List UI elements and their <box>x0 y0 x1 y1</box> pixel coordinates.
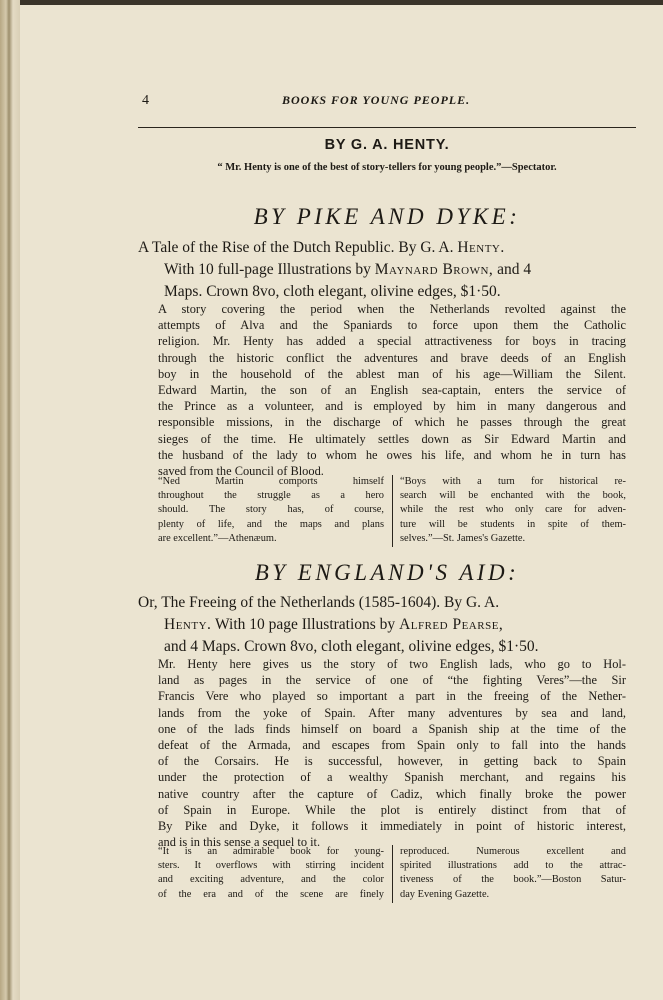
book2-desc-line: one of the lads finds himself on board a Spanish ship at the time of the <box>158 721 626 736</box>
book1-illustrator: Maynard Brown, <box>374 261 494 278</box>
book1-desc-line: A story covering the period when the Netherlands revolted against the <box>158 302 626 316</box>
book2-illustrator: Alfred Pearse, <box>399 616 504 633</box>
review-line: plenty of life, and the maps and plans <box>158 518 384 530</box>
book2-desc-line: under the protection of a wealthy Spanish merchant, and regains his <box>158 770 626 785</box>
book1-desc-line: the Prince as a volunteer, and is employed by him in many dangerous and <box>158 399 626 414</box>
book2-subtitle-lead: Or, The Freeing of the Netherlands (1585-1604). By G. A. <box>138 594 500 611</box>
book2-desc-line: of Spain in Europe. While the plot is entirely distinct from that of <box>158 802 626 817</box>
review-line: selves.”—St. James's Gazette. <box>400 532 526 544</box>
book1-description <box>158 301 626 479</box>
book2-desc-line: land as pages in the service of one of “the fighting Veres”—the Sir <box>158 673 626 688</box>
book2-desc-line: lands from the yoke of Spain. After many adventures by sea and land, <box>158 705 626 720</box>
book2-desc-line: By Pike and Dyke, it follows it immediately in point of historic interest, <box>158 819 626 834</box>
review-line: tiveness of the book.”—Boston Satur- <box>400 874 626 886</box>
book1-desc-line: sieges of the time. He ultimately settles down as Sir Edward Martin and <box>158 431 626 446</box>
book1-review-right <box>400 475 626 546</box>
book1-subtitle <box>138 237 636 303</box>
review-line: day Evening Gazette. <box>400 888 490 900</box>
running-title: BOOKS FOR YOUNG PEOPLE. <box>282 93 471 107</box>
running-header <box>20 93 663 115</box>
book2-subtitle-edition: and 4 Maps. Crown 8vo, cloth elegant, olivine edges, $1·50. <box>164 638 539 655</box>
book1-desc-line: responsible missions, in the discharge of which he passes through the great <box>158 415 626 430</box>
review-line: search will be enchanted with the book, <box>400 490 626 502</box>
review-line: are excellent.”—Athenæum. <box>158 532 277 544</box>
book-page <box>20 5 663 1000</box>
book2-author-name: Henty. <box>164 616 212 633</box>
review-line: “Boys with a turn for historical re- <box>400 476 626 487</box>
book2-review-right <box>400 845 626 902</box>
book2-desc-line: Mr. Henty here gives us the story of two English lads, who go to Hol- <box>158 657 626 671</box>
book1-subtitle-edition: Maps. Crown 8vo, cloth elegant, olivine edges, $1·50. <box>164 283 501 300</box>
review-line: should. The story has, of course, <box>158 504 384 516</box>
review-line: ture will be students in spite of them- <box>400 518 626 530</box>
page-number: 4 <box>142 93 149 108</box>
book1-desc-line: Edward Martin, the son of an English sea-captain, enters the service of <box>158 383 626 398</box>
author-heading: BY G. A. HENTY. <box>324 137 450 153</box>
review-line: throughout the struggle as a hero <box>158 490 384 502</box>
book2-review-left <box>158 845 384 902</box>
book2-title: BY ENGLAND'S AID: <box>254 560 520 585</box>
book1-desc-line: attempts of Alva and the Spaniards to force upon them the Catholic <box>158 318 626 333</box>
book1-author-name: Henty. <box>457 239 505 256</box>
book1-desc-line: saved from the Council of Blood. <box>158 464 324 479</box>
book1-desc-line: religion. Mr. Henty has added a special attractiveness for boys in tracing <box>158 334 626 349</box>
book2-description <box>158 656 626 850</box>
review-line: “Ned Martin comports himself <box>158 476 384 487</box>
book2-desc-line: of the Corsairs. He is successful, however, in getting back to Spain <box>158 754 626 769</box>
book1-title: BY PIKE AND DYKE: <box>253 204 521 229</box>
book1-subtitle-lead: A Tale of the Rise of the Dutch Republic. By G. A. <box>138 239 458 256</box>
book1-desc-line: boy in the household of the ablest man of his age—William the Silent. <box>158 366 626 381</box>
book1-subtitle-maps: and 4 <box>493 261 532 278</box>
book2-desc-line: Francis Vere who played so important a part in the freeing of the Nether- <box>158 689 626 704</box>
book2-subtitle-illustrations: With 10 page Illustrations by <box>211 616 400 633</box>
book1-desc-line: through the historic conflict the adventures and brave deeds of an English <box>158 350 626 365</box>
book2-desc-line: defeat of the Armada, and escapes from Spain only to fall into the hands <box>158 738 626 753</box>
header-rule <box>138 127 636 128</box>
book2-desc-line: and is in this sense a sequel to it. <box>158 835 321 850</box>
review-line: reproduced. Numerous excellent and <box>400 846 626 857</box>
review-line: “It is an admirable book for young- <box>158 846 384 857</box>
review-line: while the rest who only care for adven- <box>400 504 626 516</box>
book1-desc-line: the husband of the lady to whom he owes his life, and whom he in turn has <box>158 447 626 462</box>
book2-subtitle <box>138 592 636 658</box>
author-quote: “ Mr. Henty is one of the best of story-tellers for young people.”—Spectator. <box>217 162 557 173</box>
review-divider <box>392 845 393 903</box>
book-spine <box>0 0 20 1000</box>
review-line: spirited illustrations add to the attrac- <box>400 860 626 872</box>
review-line: and exciting adventure, and the color <box>158 874 384 886</box>
review-line: of the era and of the scene are finely <box>158 888 384 900</box>
book1-subtitle-illustrations: With 10 full-page Illustrations by <box>164 261 375 278</box>
book2-desc-line: native country after the capture of Cadiz, which finally broke the power <box>158 786 626 801</box>
book1-review-left <box>158 475 384 546</box>
review-divider <box>392 475 393 547</box>
review-line: sters. It overflows with stirring incident <box>158 860 384 872</box>
